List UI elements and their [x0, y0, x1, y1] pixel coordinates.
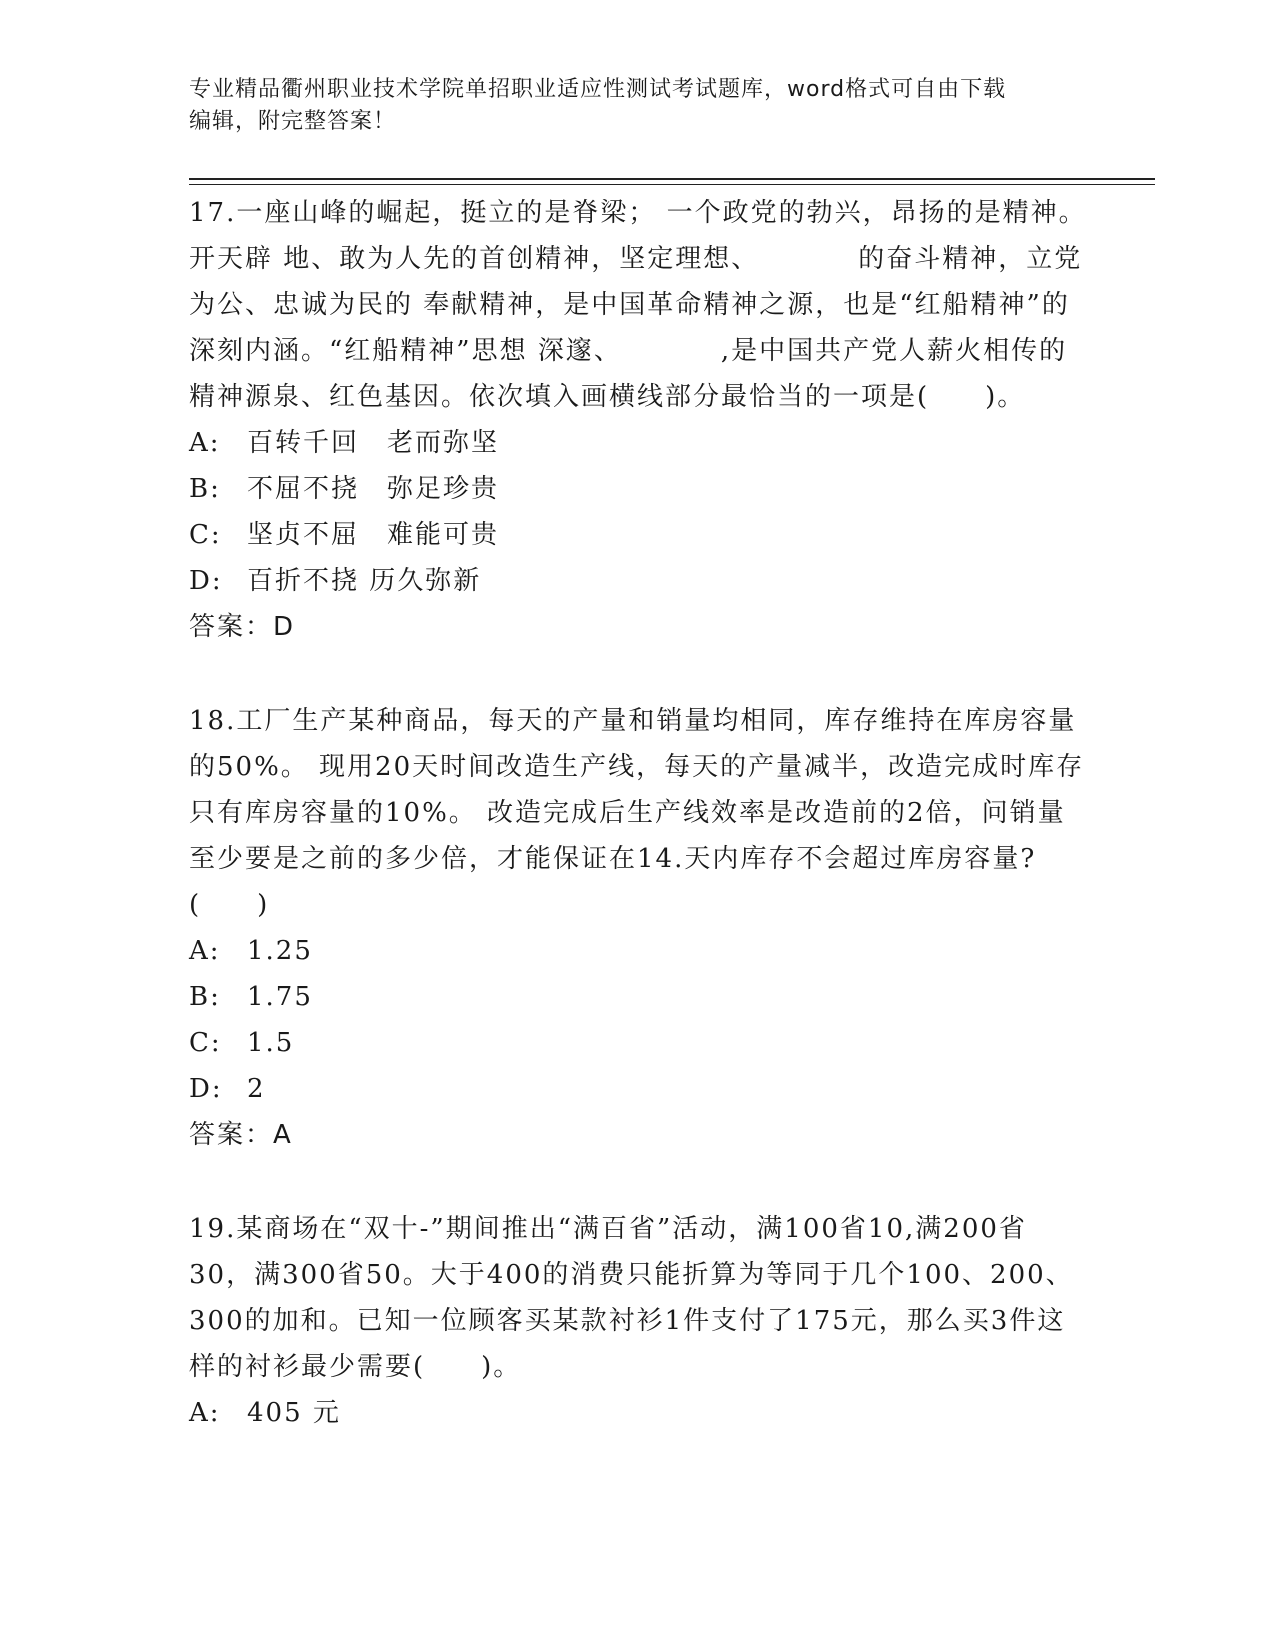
answer-line: 答案：D [189, 612, 296, 642]
option-text: 1.75 [247, 982, 313, 1012]
option-text: 405 元 [247, 1398, 341, 1428]
option-a [189, 420, 1089, 466]
option-letter: D: [189, 566, 223, 596]
option-text: 1.25 [247, 936, 313, 966]
header-line-1: 专业精品衢州职业技术学院单招职业适应性测试考试题库，word格式可自由下载 [189, 77, 1007, 102]
option-c [189, 1020, 1089, 1066]
header-divider-thin [189, 184, 1155, 185]
question-18 [189, 698, 1089, 1158]
option-text: 2 [247, 1074, 266, 1104]
header-line-2: 编辑，附完整答案！ [189, 109, 397, 134]
question-17 [189, 190, 1089, 650]
option-a [189, 928, 1089, 974]
option-c [189, 512, 1089, 558]
question-19 [189, 1206, 1089, 1436]
option-letter: C: [189, 1028, 222, 1058]
option-b [189, 974, 1089, 1020]
option-list [189, 420, 1089, 604]
option-text: 百折不挠 历久弥新 [247, 566, 482, 596]
question-list [189, 190, 1089, 1484]
option-letter: B: [189, 982, 221, 1012]
option-d [189, 558, 1089, 604]
option-letter: C: [189, 520, 222, 550]
header-divider-thick [189, 178, 1155, 180]
option-b [189, 466, 1089, 512]
question-stem: 19.某商场在“双十-”期间推出“满百省”活动，满100省10,满200省30，满300省50。大于400的消费只能折算为等同于几个100、200、300的加和。已知一位顾客买某款衬衫1件支付了175元，那么买3件这样的衬衫最少需要( )。 [189, 1214, 1074, 1382]
option-d [189, 1066, 1089, 1112]
option-letter: A: [189, 428, 221, 458]
document-header [189, 74, 1089, 138]
question-stem: 18.工厂生产某种商品，每天的产量和销量均相同，库存维持在库房容量的50%。 现用20天时间改造生产线，每天的产量减半，改造完成时库存只有库房容量的10%。 改造完成后生产线效率是改造前的2倍，问销量至少要是之前的多少倍，才能保证在14.天内库存不会超过库房容量?( ) [189, 706, 1085, 920]
option-text: 坚贞不屈 难能可贵 [247, 520, 500, 550]
option-letter: A: [189, 1398, 221, 1428]
option-list [189, 1390, 1089, 1436]
option-text: 百转千回 老而弥坚 [247, 428, 500, 458]
answer-line: 答案：A [189, 1120, 293, 1150]
option-letter: D: [189, 1074, 223, 1104]
option-letter: A: [189, 936, 221, 966]
option-text: 1.5 [247, 1028, 295, 1058]
option-a [189, 1390, 1089, 1436]
option-letter: B: [189, 474, 221, 504]
question-stem: 17.一座山峰的崛起，挺立的是脊梁； 一个政党的勃兴，昂扬的是精神。开天辟 地、敢为人先的首创精神，坚定理想、 的奋斗精神，立党为公、忠诚为民的 奉献精神，是中国革命精神之源，也是“红船精神”的深刻内涵。“红船精神”思想 深邃、 ,是中国共产党人薪火相传的精神源泉、红色基因。依次填入画横线部分最恰当的一项是( )。 [189, 198, 1087, 412]
option-list [189, 928, 1089, 1112]
option-text: 不屈不挠 弥足珍贵 [247, 474, 500, 504]
